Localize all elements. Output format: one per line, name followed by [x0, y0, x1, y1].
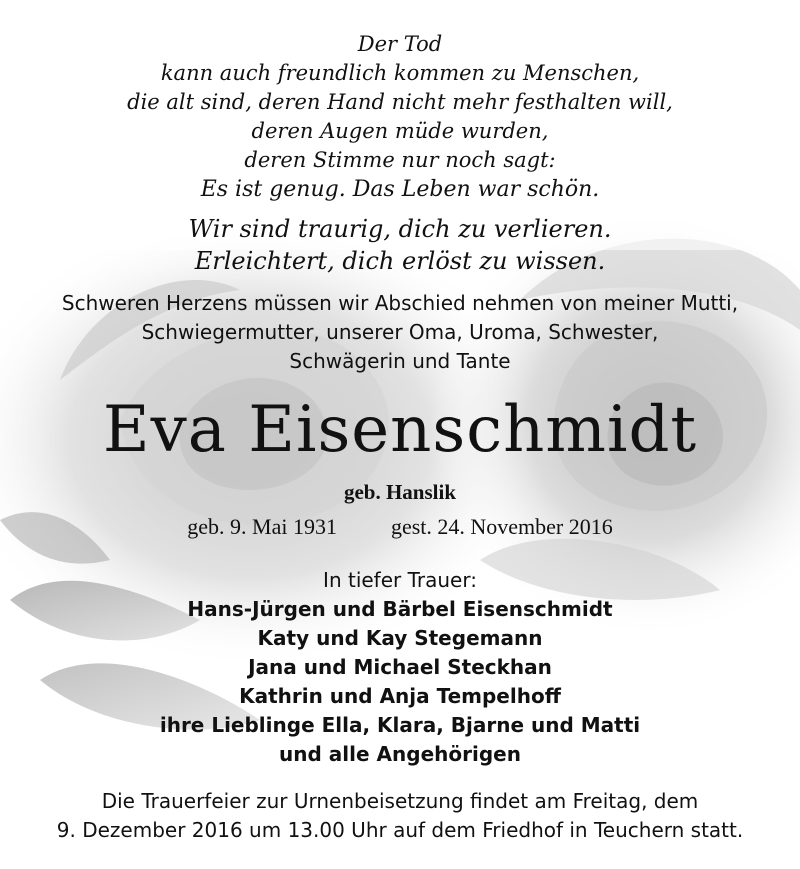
- mourner-name: Kathrin und Anja Tempelhoff: [239, 684, 561, 708]
- mourners-list: [0, 595, 800, 769]
- birth-date: geb. 9. Mai 1931: [187, 514, 337, 539]
- poem: [0, 30, 800, 175]
- funeral-info: [0, 787, 800, 845]
- mourner-name: und alle Angehörigen: [279, 742, 521, 766]
- maiden-name: geb. Hanslik: [343, 480, 457, 504]
- life-dates: [0, 512, 800, 542]
- deceased-name: Eva Eisenschmidt: [102, 393, 698, 467]
- intro-line: Schwägerin und Tante: [289, 349, 511, 373]
- funeral-line: Die Trauerfeier zur Urnenbeisetzung findet am Freitag, dem: [101, 789, 699, 813]
- poem-line: Der Tod: [357, 32, 443, 56]
- intro-line: Schweren Herzens müssen wir Abschied nehmen von meiner Mutti,: [61, 291, 739, 315]
- death-date: gest. 24. November 2016: [390, 514, 613, 539]
- grief-lines: [0, 213, 800, 277]
- poem-line: deren Augen müde wurden,: [251, 119, 549, 143]
- mourners-heading: In tiefer Trauer:: [323, 568, 477, 592]
- poem-line: deren Stimme nur noch sagt:: [244, 148, 556, 172]
- grief-line: Erleichtert, dich erlöst zu wissen.: [194, 247, 606, 275]
- intro-text: [0, 289, 800, 376]
- poem-line: die alt sind, deren Hand nicht mehr festhalten will,: [127, 90, 673, 114]
- funeral-line: 9. Dezember 2016 um 13.00 Uhr auf dem Friedhof in Teuchern statt.: [56, 818, 744, 842]
- mourner-name: ihre Lieblinge Ella, Klara, Bjarne und Matti: [159, 713, 641, 737]
- grief-line: Wir sind traurig, dich zu verlieren.: [188, 215, 612, 243]
- poem-line: kann auch freundlich kommen zu Menschen,: [160, 61, 640, 85]
- poem-closing: Es ist genug. Das Leben war schön.: [200, 177, 600, 202]
- mourner-name: Katy und Kay Stegemann: [257, 626, 543, 650]
- mourner-name: Hans-Jürgen und Bärbel Eisenschmidt: [187, 597, 613, 621]
- mourner-name: Jana und Michael Steckhan: [248, 655, 552, 679]
- intro-line: Schwiegermutter, unserer Oma, Uroma, Schwester,: [141, 320, 659, 344]
